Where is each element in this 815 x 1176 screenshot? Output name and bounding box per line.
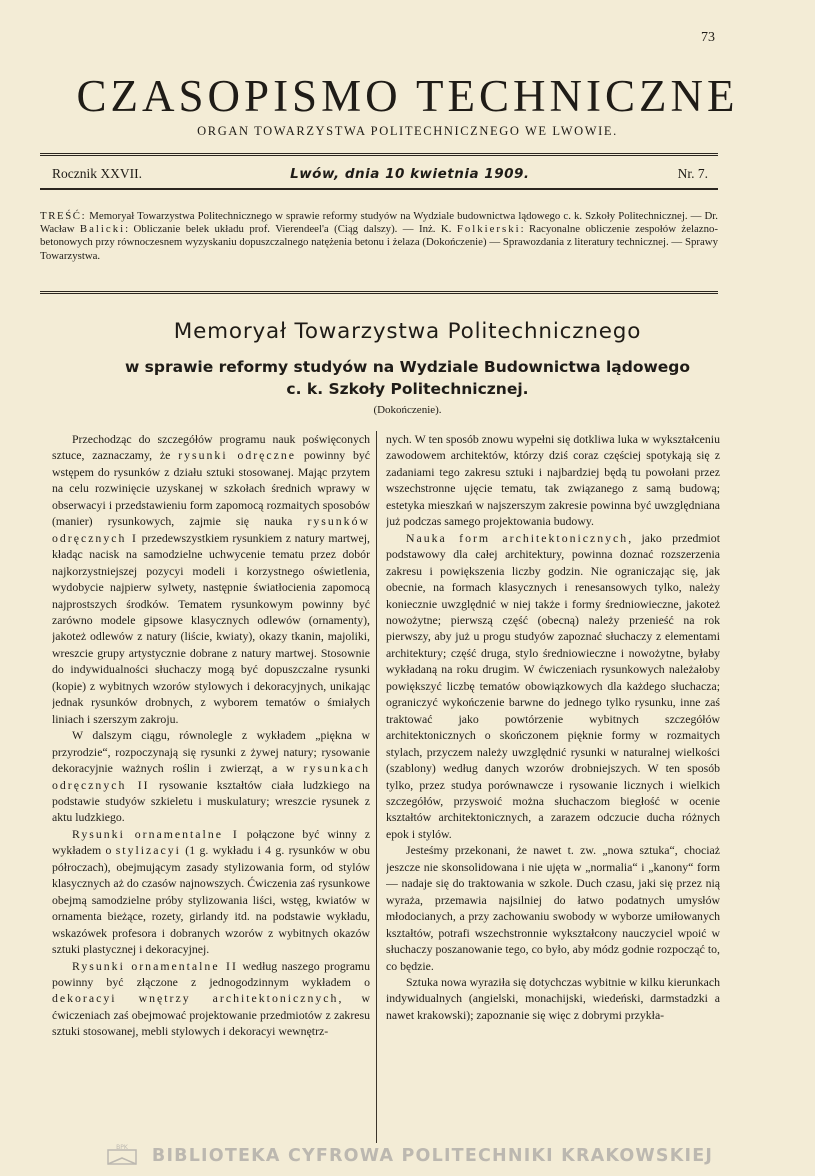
article-subtitle-line: w sprawie reformy studyów na Wydziale Budownictwa lądowego (124, 358, 691, 376)
paragraph (52, 431, 370, 727)
paragraph-text: połączone być winny z wykładem o (52, 826, 370, 858)
paragraph-text: (1 g. wykładu i 4 g. rysunków w obu półroczach), obejmującym zasady stylizowania form, od stylów klasycznych aż do czasów najnowszych. Ćwiczenia zaś rysunkowe obejmą samodzielne próby stylizowania liści, wstęg, kwiatów w ornamenta bieżące, rozety, girlandy itd. na podstawie wykładu, wskazówek profesora i dobranych wzorów z wybitnych okazów sztuki plastycznej i dekoracyjnej. (52, 843, 370, 957)
spaced-term: Nauka form architektonicznych (406, 530, 629, 545)
paragraph-text: według naszego programu powinny być złączone z jednogodzinnym wykładem o (52, 958, 370, 989)
paragraph-text: rysowanie kształtów ciała ludzkiego na podstawie studyów szkieletu i muskulatury; wreszcie rysunek z aktu ludzkiego. (52, 777, 370, 825)
right-column (386, 431, 720, 1143)
masthead-subtitle: ORGAN TOWARZYSTWA POLITECHNICZNEGO WE LWOWIE. (197, 124, 618, 138)
table-of-contents (40, 210, 718, 263)
column-divider (376, 431, 377, 1143)
toc-text: Memoryał Towarzystwa Politechnicznego w sprawie reformy studyów na Wydziale budownictwa lądowego c. k. Szkoły Politechnicznej. — Dr. Wacław (40, 210, 718, 236)
library-footer-text: BIBLIOTEKA CYFROWA POLITECHNIKI KRAKOWSKIEJ (151, 1146, 714, 1166)
spaced-term: stylizacyi (115, 843, 181, 858)
paragraph-text: , w ćwiczeniach zaś obejmować projektowanie przedmiotów z zakresu sztuki stosowanej, mebli stylowych i dekoracyi wewnętrz- (52, 991, 370, 1039)
paragraph (52, 826, 370, 958)
spaced-term: rysunki odręczne (178, 448, 297, 463)
issue-info-row (52, 166, 708, 182)
article-subtitle-line: c. k. Szkoły Politechnicznej. (286, 380, 529, 398)
toc-rule (40, 291, 718, 294)
spaced-term: rysunków odręcznych I (52, 514, 370, 545)
article-note: (Dokończenie). (373, 404, 442, 416)
left-column (52, 431, 370, 1143)
paragraph-text: przedewszystkiem rysunkiem z natury martwej, kładąc nacisk na samodzielne uchwycenie tematu przez dobór najkorzystniejszej pozycyi modeli i korzystnego oświetlenia, wydobycie najpierw sylwety, następnie światłocienia zapomocą najprostszych środków. Tematem rysunkowym powinny być zarówno modele gipsowe klasycznych odlewów (ornamenty), jakoteż odlewów z natury (liście, kwiaty), okazy tkanin, majoliki, wreszcie grupy artystycznie dobrane z natury martwej. Stosownie do indywidualności słuchaczy mogą być dopuszczalne rysunki (kopie) z wybitnych wzorów stylowych i dekoracyjnych, unikając jednak rysunków drobnych, z wyborem tematów o śmiałych liniach i szerszym zakroju. (52, 530, 370, 726)
toc-author: Balicki (79, 223, 126, 236)
paragraph-text: nych. W ten sposób znowu wypełni się dotkliwa luka w wykształceniu zawodowem architektów, którzy dziś coraz częściej spotykają się z zadaniami tego zakresu sztuki i najbardziej będą tu powołani przez wszechstronne ujęcie tematu, tak związanego z samą budową; estetyka mieszkań w najszerszym zakresie powinna być uwzględniana już podczas samego projektowania budowy. (386, 432, 720, 529)
spaced-term: rysunkach odręcznych II (52, 761, 370, 792)
issue-rule (40, 188, 718, 190)
paragraph (386, 530, 720, 843)
article-title: Memoryał Towarzystwa Politechnicznego (173, 319, 642, 344)
toc-text: : Racyonalne obliczenie zespołów żelazno-betonowych przy równoczesnem wyzyskaniu dopuszczalnego natężenia betonu i żelaza (Dokończenie) — Sprawozdania z literatury technicznej. — Sprawy Towarzystwa. (40, 223, 718, 262)
toc-text: : Obliczanie belek układu prof. Vierendeel'a (Ciąg dalszy). — Inż. K. (125, 223, 452, 236)
paragraph-text: powinny być wstępem do rysunków z działu sztuki stosowanej. Mając przytem na celu rozwinięcie uzyskanej w szkołach średnich wprawy w obserwacyi i przedstawieniu form zapomocą rozmaitych sposobów (manier) rysunkowych, zajmie się nauka (52, 448, 370, 529)
spaced-term: Rysunki ornamentalne I (72, 826, 239, 841)
spaced-term: dekoracyi wnętrzy architektonicznych (52, 991, 339, 1006)
spaced-term: Rysunki ornamentalne II (72, 958, 238, 973)
issue-volume: Rocznik XXVII. (52, 166, 142, 181)
paragraph (52, 727, 370, 826)
paragraph-text: , jako przedmiot podstawowy dla całej architektury, powinna doznać rozszerzenia zakresu i powiększenia liczby godzin. Nie ograniczając się, jak obecnie, na formach klasycznych i renesansowych tylko, należy koniecznie uwzględnić w niej także i formy średniowieczne, jakoteż nowożytne; pierwszą część (obecną) należy przenieść na rok pierwszy, aby już u progu studyów zapoznać słuchaczy z elementami architektury; część druga, stylo średniowieczne i nowożytne, byłaby wykładaną na roku drugim. W ćwiczeniach rysunkowych należałoby powiększyć liczbę tematów obowiązkowych dla każdego słuchacza; ograniczyć wykończenie barwne do jednego tylko rysunku, inne zaś traktować jako powtórzenie wybitnych szczegółów architektonicznych o skończonem pięknie formy w rozmaitych stylach, przyczem należy uwzględnić rysunki w naturalnej wielkości (szablony) według danych wzorów drobniejszych. W ten sposób tylko, przez studya porównawcze i rysowanie licznych i wielkich szczegółów, przyswoić można słuchaczom biegłość w ocenie kształtów architektonicznych, a zarazem odczucie ducha różnych epok i stylów. (386, 530, 720, 841)
paragraph (386, 974, 720, 1023)
paragraph (386, 431, 720, 530)
toc-label: TREŚĆ: (40, 210, 87, 222)
issue-date: Lwów, dnia 10 kwietnia 1909. (290, 166, 530, 182)
page-number: 73 (701, 30, 715, 45)
paragraph-text: Sztuka nowa wyraziła się dotychczas wybitnie w kilku kierunkach indywidualnych (angielski, monachijski, wiedeński, darmstadzki a nawet krakowski); zapoznanie się więc z dobrymi przykła- (386, 974, 720, 1022)
paragraph (52, 958, 370, 1040)
masthead-title: CZASOPISMO TECHNICZNE (76, 71, 739, 121)
toc-author: Folkierski (456, 223, 521, 236)
paragraph-text: Jesteśmy przekonani, że nawet t. zw. „nowa sztuka“, chociaż jeszcze nie skonsolidowana i nie ujęta w „normalia“ i „kanony“ form — nadaje się do traktowania w szkole. Duch czasu, jaki się przez nią wyraża, przemawia najsilniej do łatwo podatnych umysłów młodocianych, a przy zachowaniu swobody w wyborze umiłowanych kształtów, potrafi wszechstronnie wykształcony nauczyciel wpoić w słuchaczy poszanowanie tego, co było, aby módz godnie rozpocząć to, co będzie. (386, 843, 720, 973)
masthead-rule-top (40, 153, 718, 156)
library-logo-icon (102, 1142, 142, 1170)
issue-number: Nr. 7. (677, 166, 708, 181)
library-logo-label: BPK (116, 1144, 128, 1151)
paragraph-text: Przechodząc do szczegółów programu nauk poświęconych sztuce, zaznaczamy, że (52, 432, 370, 463)
article-subtitle (0, 356, 815, 400)
paragraph (386, 842, 720, 974)
paragraph-text: W dalszym ciągu, równolegle z wykładem „piękna w przyrodzie“, rozpoczynają się rysunki z żywej natury; rysowanie dekoracyjnie ważnych roślin i zwierząt, a w (52, 728, 370, 776)
library-footer (0, 1136, 815, 1176)
